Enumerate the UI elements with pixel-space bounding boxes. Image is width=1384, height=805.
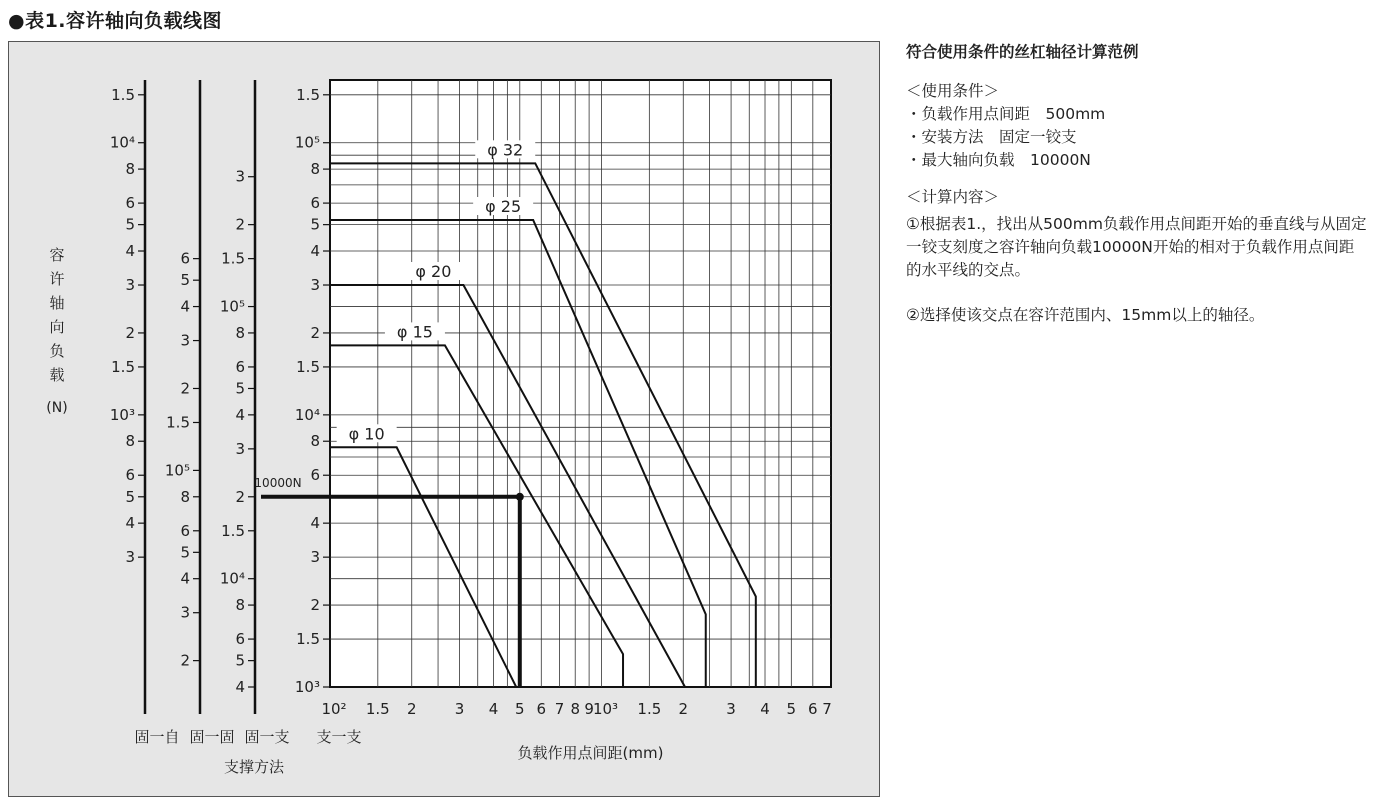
scale-tick-label: 1.5 (296, 357, 320, 376)
calc-step: ②选择使该交点在容许范围内、15mm以上的轴径。 (906, 306, 1265, 324)
example-load-label: 10000N (254, 475, 302, 490)
y-axis-label-char: 载 (49, 366, 65, 384)
scale-tick-label: 8 (235, 323, 245, 342)
scale-tick-label: 1.5 (221, 521, 245, 540)
condition-item: ・负载作用点间距 500mm (906, 105, 1106, 123)
scale-tick-label: 1.5 (166, 413, 190, 432)
chart-panel (8, 41, 880, 797)
page-title: ●表1.容许轴向负载线图 (8, 10, 223, 32)
x-tick-label: 4 (760, 700, 770, 718)
scale-tick-label: 3 (180, 603, 190, 622)
scale-tick-label: 5 (180, 271, 190, 290)
scale-tick-label: 10⁴ (219, 569, 245, 588)
scale-tick-label: 4 (310, 242, 320, 261)
support-method-name: 支一支 (316, 728, 362, 746)
scale-tick-label: 8 (180, 487, 190, 506)
scale-tick-label: 1.5 (221, 249, 245, 268)
series-label: φ 25 (485, 197, 522, 217)
x-tick-label: 1.5 (637, 700, 662, 718)
conditions-title: ＜使用条件＞ (906, 82, 1000, 100)
support-method-name: 固一支 (244, 728, 290, 746)
allowable-load-chart (9, 42, 881, 798)
scale-tick-label: 4 (180, 569, 190, 588)
scale-tick-label: 5 (125, 215, 135, 234)
x-tick-label: 1.5 (365, 700, 390, 718)
series-label: φ 15 (396, 322, 433, 342)
scale-tick-label: 8 (125, 432, 135, 451)
scale-tick-label: 3 (235, 167, 245, 186)
x-tick-label: 4 (488, 700, 499, 718)
explanation-heading: 符合使用条件的丝杠轴径计算范例 (906, 43, 1139, 61)
x-tick-label: 5 (786, 700, 797, 718)
scale-tick-label: 1.5 (111, 357, 135, 376)
scale-tick-label: 2 (310, 323, 320, 342)
scale-tick-label: 1.5 (111, 85, 135, 104)
scale-tick-label: 6 (125, 194, 135, 213)
calc-title: ＜计算内容＞ (906, 188, 1000, 206)
scale-tick-label: 6 (180, 521, 190, 540)
scale-tick-label: 4 (125, 514, 135, 533)
series-label: φ 10 (348, 424, 385, 444)
scale-tick-label: 10⁵ (219, 297, 245, 316)
scale-tick-label: 2 (180, 379, 190, 398)
x-tick-label: 3 (454, 700, 465, 718)
scale-tick-label: 2 (235, 487, 245, 506)
x-axis-label: 负载作用点间距(mm) (517, 744, 664, 762)
calc-step: ①根据表1.，找出从500mm负载作用点间距开始的垂直线与从固定一铰支刻度之容许轴向负载10000N开始的相对于负载作用点间距的水平线的交点。 (906, 215, 1367, 279)
x-tick-label: 8 (570, 700, 580, 718)
scale-tick-label: 10⁴ (294, 405, 320, 424)
scale-tick-label: 3 (310, 276, 320, 295)
scale-tick-label: 8 (235, 596, 245, 615)
scale-tick-label: 6 (125, 466, 135, 485)
x-tick-label: 7 (554, 700, 565, 718)
scale-tick-label: 2 (235, 215, 245, 234)
scale-tick-label: 1.5 (296, 630, 320, 649)
y-axis-unit: (N) (46, 400, 68, 416)
x-tick-label: 6 (808, 700, 818, 718)
scale-tick-label: 4 (180, 297, 190, 316)
scale-tick-label: 8 (125, 160, 135, 179)
x-tick-label: 6 (536, 700, 547, 718)
scale-tick-label: 10³ (294, 678, 320, 696)
scale-tick-label: 4 (235, 678, 245, 696)
support-method-label: 支撑方法 (223, 758, 285, 776)
scale-tick-label: 6 (235, 357, 245, 376)
y-axis-label-char: 轴 (49, 294, 65, 312)
condition-item: ・安装方法 固定一铰支 (906, 128, 1077, 146)
scale-tick-label: 3 (125, 548, 135, 567)
condition-item: ・最大轴向负载 10000N (906, 151, 1091, 169)
scale-tick-label: 2 (125, 323, 135, 342)
scale-tick-label: 6 (310, 466, 320, 485)
scale-tick-label: 5 (125, 487, 135, 506)
scale-tick-label: 4 (235, 405, 245, 424)
support-method-name: 固一固 (189, 728, 235, 746)
y-axis-label-char: 向 (49, 318, 65, 336)
scale-tick-label: 2 (180, 651, 190, 670)
scale-tick-label: 8 (310, 432, 320, 451)
x-tick-label: 2 (406, 700, 417, 718)
scale-tick-label: 10⁵ (164, 461, 190, 480)
scale-tick-label: 6 (180, 249, 190, 268)
y-axis-label-char: 许 (49, 270, 65, 288)
scale-tick-label: 3 (180, 331, 190, 350)
scale-tick-label: 5 (235, 379, 245, 398)
series-label: φ 20 (415, 262, 452, 282)
example-intersection (516, 493, 524, 501)
x-tick-label: 2 (678, 700, 689, 718)
x-tick-label: 10² (321, 700, 347, 718)
x-tick-label: 7 (822, 700, 832, 718)
support-method-name: 固一自 (134, 728, 180, 746)
scale-tick-label: 6 (310, 194, 320, 213)
scale-tick-label: 2 (310, 596, 320, 615)
scale-tick-label: 8 (310, 160, 320, 179)
series-label: φ 32 (487, 140, 524, 160)
scale-tick-label: 10⁴ (109, 133, 135, 152)
x-tick-label: 10³ (592, 700, 619, 718)
y-axis-label-char: 容 (49, 246, 65, 264)
scale-tick-label: 4 (125, 242, 135, 261)
x-tick-label: 3 (726, 700, 736, 718)
scale-tick-label: 3 (235, 439, 245, 458)
x-tick-label: 9 (584, 700, 594, 718)
scale-tick-label: 3 (310, 548, 320, 567)
scale-tick-label: 3 (125, 276, 135, 295)
scale-tick-label: 5 (235, 651, 245, 670)
x-tick-label: 5 (515, 700, 525, 718)
scale-tick-label: 10³ (109, 405, 135, 424)
scale-tick-label: 4 (310, 514, 320, 533)
y-axis-label-char: 负 (49, 342, 65, 360)
scale-tick-label: 1.5 (296, 85, 320, 104)
scale-tick-label: 5 (180, 543, 190, 562)
scale-tick-label: 10⁵ (294, 133, 320, 152)
scale-tick-label: 6 (235, 630, 245, 649)
explanation-panel (906, 40, 1376, 327)
scale-tick-label: 5 (310, 215, 320, 234)
